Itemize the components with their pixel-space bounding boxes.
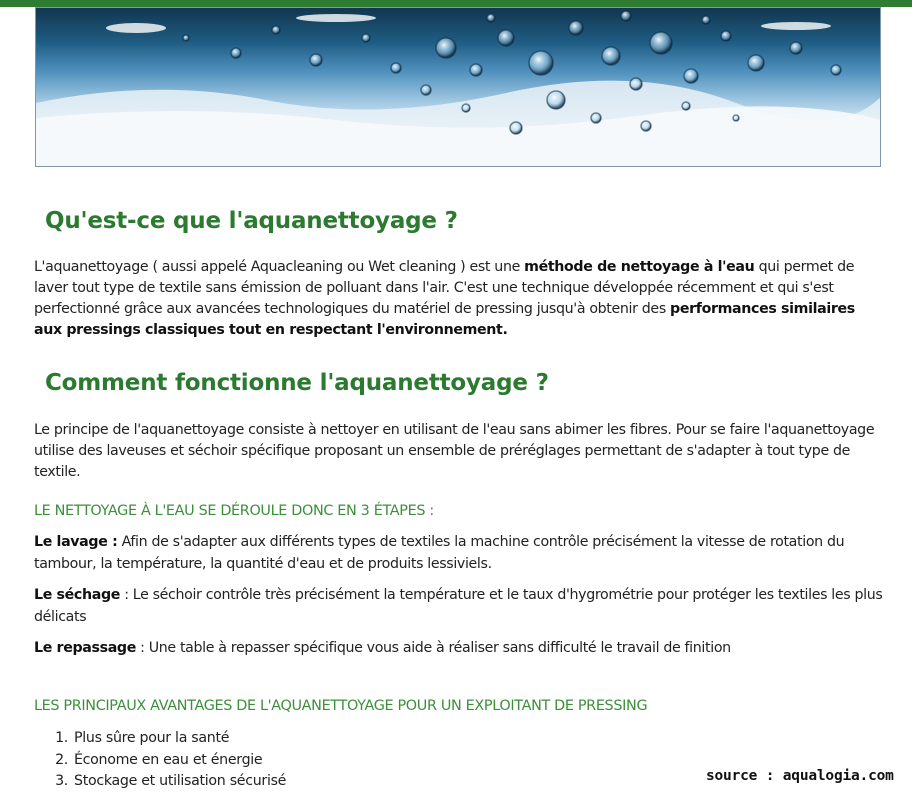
intro-text-a: L'aquanettoyage ( aussi appelé Aquacleaning ou Wet cleaning ) est une (34, 259, 525, 275)
advantages-list (34, 728, 286, 793)
list-item (34, 771, 286, 793)
step-label: Le séchage (34, 587, 121, 603)
list-number: 3. (55, 773, 68, 789)
step-text: Afin de s'adapter aux différents types de textiles la machine contrôle précisément la vitesse de rotation du tambour, la température, la quantité d'eau et de produits lessiviels. (34, 534, 845, 572)
heading-what-is: Qu'est-ce que l'aquanettoyage ? (45, 208, 458, 234)
step-text: : Le séchoir contrôle très précisément la température et le taux d'hygrométrie pour protéger les textiles les plus délicats (34, 587, 883, 625)
heading-how-it-works: Comment fonctionne l'aquanettoyage ? (45, 370, 549, 396)
intro-text-d: performances similaires aux pressings classiques tout en respectant l'environnement. (34, 301, 855, 338)
advantages-heading: LES PRINCIPAUX AVANTAGES DE L'AQUANETTOYAGE POUR UN EXPLOITANT DE PRESSING (34, 698, 648, 714)
step-text: : Une table à repasser spécifique vous aide à réaliser sans difficulté le travail de finition (136, 640, 731, 656)
intro-paragraph (34, 257, 884, 341)
list-item-text: Stockage et utilisation sécurisé (74, 773, 287, 789)
steps-heading: LE NETTOYAGE À L'EAU SE DÉROULE DONC EN 3 ÉTAPES : (34, 503, 434, 519)
intro-text-c: qui permet de laver tout type de textile sans émission de polluant dans l'air. C'est une technique développée récemment et qui s'est perfectionné grâce aux avancées technologiques du matériel de pressing jusqu'à obtenir des (34, 259, 855, 317)
list-item (34, 750, 286, 772)
top-green-bar (0, 0, 912, 7)
principle-paragraph: Le principe de l'aquanettoyage consiste à nettoyer en utilisant de l'eau sans abimer les fibres. Pour se faire l'aquanettoyage utilise des laveuses et séchoir spécifique proposant un ensemble de préréglages permettant de s'adapter à tout type de textile. (34, 422, 875, 480)
hero-water-splash-image (35, 7, 881, 167)
list-item-text: Plus sûre pour la santé (74, 730, 230, 746)
step-washing (34, 532, 884, 575)
step-label: Le lavage : (34, 534, 118, 550)
list-item (34, 728, 286, 750)
source-credit: source : aqualogia.com (706, 768, 894, 784)
list-item-text: Économe en eau et énergie (74, 751, 263, 768)
intro-text-b: méthode de nettoyage à l'eau (524, 259, 755, 275)
step-drying (34, 585, 884, 628)
list-number: 2. (55, 751, 68, 768)
list-number: 1. (55, 730, 68, 746)
water-splash-graphic (36, 8, 881, 167)
step-label: Le repassage (34, 640, 136, 656)
step-ironing (34, 638, 884, 660)
